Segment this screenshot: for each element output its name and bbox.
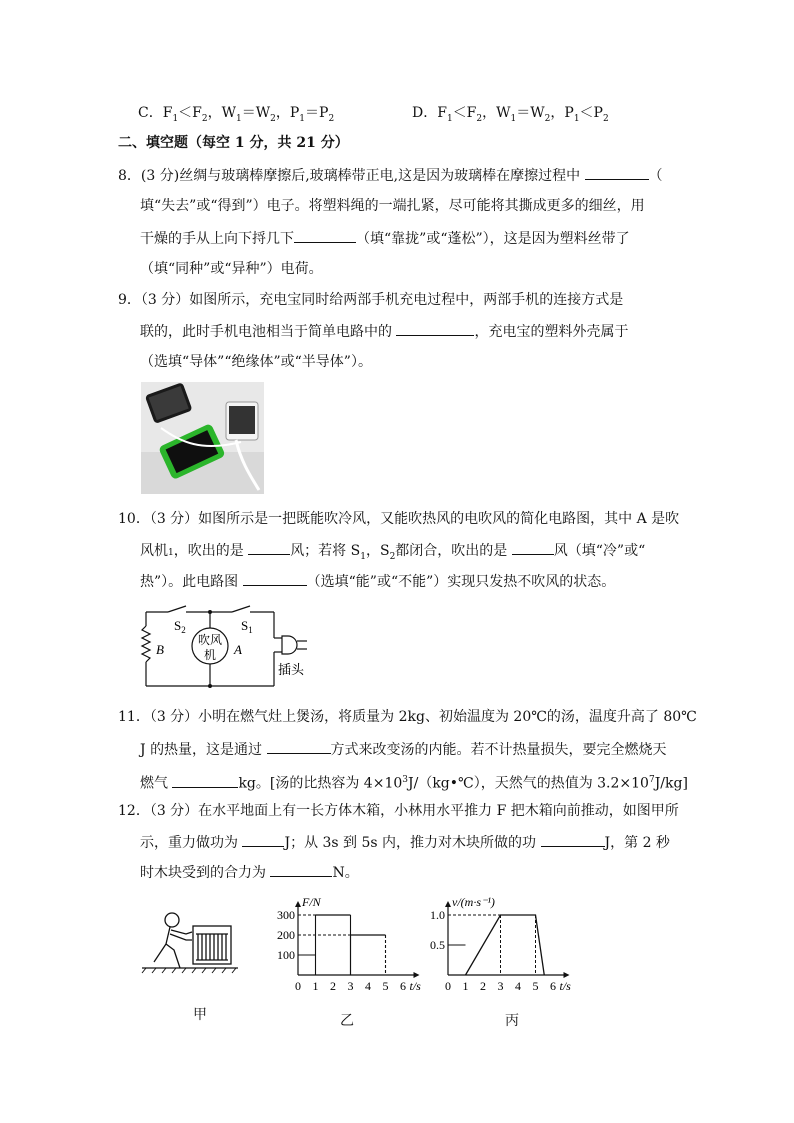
q12-blank-1[interactable] [242,832,284,847]
x-tick-label: 5 [382,979,389,993]
q11-line1: 11．（3 分）小明在燃气灶上煲汤，将质量为 2kg、初始温度为 20℃的汤，温度升高了 80℃ [118,709,697,725]
velocity-line [466,915,545,975]
q12-blank-2[interactable] [541,832,605,847]
y-tick-label: 300 [277,908,295,922]
q11-line3: 燃气 kg。[汤的比热容为 $4\times 10^3J/(kg•℃)$，天然气的热值为 $3.2\times 10^7J/kg$] [140,770,688,794]
x-axis-label: t/s [559,979,571,993]
svg-text:插头: 插头 [278,663,305,678]
q8-blank-1[interactable] [585,165,649,180]
x-tick-label: 1 [312,979,319,993]
svg-text:S1: $S_1$ [241,618,253,635]
option-d: D．$F_1<F_2$，$W_1=W_2$，$P_1<P_2$ [412,105,609,124]
q10-blank-1[interactable] [248,540,290,555]
q10-line1: 10．（3 分）如图所示是一把既能吹冷风，又能吹热风的电吹风的简化电路图，其中 A 是吹 [118,511,680,527]
x-tick-label: 5 [532,979,539,993]
x-tick-label: 4 [515,979,521,993]
option-c: C．$F_1<F_2$，$W_1=W_2$，$P_1=P_2$ [138,105,335,124]
y-tick-label: 200 [277,928,295,942]
y-tick-label: 100 [277,948,295,962]
caption-bing: 丙 [505,1013,519,1029]
q9-line3: （选填“导体”“绝缘体”或“半导体”）。 [140,354,372,370]
x-axis-label: t/s [409,979,421,993]
q8-blank-2[interactable] [294,228,356,243]
svg-text:S2: $S_2$ [174,618,186,635]
q9-blank-1[interactable] [396,321,474,336]
x-tick-label: 1 [462,979,469,993]
velocity-time-chart [418,893,578,1001]
svg-text:B: B [156,642,164,657]
q11-blank-2[interactable] [267,739,331,754]
caption-jia: 甲 [193,1007,207,1023]
y-tick-label: 0.5 [430,938,445,952]
svg-text:A: A [234,642,242,657]
q11-blank-3[interactable] [172,773,238,788]
q10-line3: 热”）。此电路图 （选填“能”或“不能”）实现只发热不吹风的状态。 [140,571,615,592]
x-tick-label: 2 [480,979,486,993]
x-tick-label: 0 [295,979,301,993]
person-pushing-box-figure [140,910,240,976]
y-axis-label: v/(m·s⁻¹) [452,895,495,909]
q12-blank-3[interactable] [270,862,332,877]
q8-line2: 填“失去”或“得到”）电子。将塑料绳的一端扎紧，尽可能将其撕成更多的细丝，用 [140,198,645,214]
q10-blank-2[interactable] [512,540,554,555]
x-tick-label: 3 [497,979,504,993]
q8-line4: （填“同种”或“异种”）电荷。 [140,261,323,277]
q10-line2: 风机1，吹出的是 风；若将 $S_1$，$S_2$都闭合，吹出的是 风（填“冷”或“ [140,540,645,567]
y-axis-arrow [295,901,301,907]
x-tick-label: 6 [550,979,556,993]
q12-line2: 示，重力做功为 J；从 3s 到 5s 内，推力对木块所做的功 J，第 2 秒 [140,832,670,853]
x-tick-label: 0 [445,979,451,993]
q11-line2: J 的热量，这是通过 方式来改变汤的内能。若不计热量损失，要完全燃烧天 [140,739,667,760]
q9-line1: 9．（3 分）如图所示，充电宝同时给两部手机充电过程中，两部手机的连接方式是 [118,292,624,308]
q12-line3: 时木块受到的合力为 N。 [140,862,359,883]
svg-text:机: 机 [203,648,217,662]
x-tick-label: 2 [330,979,336,993]
y-axis-label: F/N [302,895,321,909]
q9-line2: 联的，此时手机电池相当于简单电路中的 ，充电宝的塑料外壳属于 [140,321,628,342]
svg-text:吹风: 吹风 [197,633,223,647]
y-axis-arrow [445,901,451,907]
caption-yi: 乙 [340,1013,354,1029]
q8-line1: 8．(3 分)丝绸与玻璃棒摩擦后,玻璃棒带正电,这是因为玻璃棒在摩擦过程中 （ [118,165,663,186]
x-tick-label: 6 [400,979,406,993]
hair-dryer-circuit [140,604,310,688]
q10-blank-3[interactable] [243,571,307,586]
q8-line3: 干燥的手从上向下捋几下 （填“靠拢”或“蓬松”），这是因为塑料丝带了 [140,228,630,249]
force-time-chart [268,893,428,1001]
x-axis-arrow [564,972,570,978]
x-tick-label: 4 [365,979,371,993]
power-bank-photo [141,382,264,494]
x-tick-label: 3 [347,979,354,993]
section-title: 二、填空题（每空 1 分，共 21 分） [118,135,349,151]
y-tick-label: 1.0 [430,908,445,922]
q12-line1: 12．（3 分）在水平地面上有一长方体木箱，小林用水平推力 F 把木箱向前推动，如图甲所 [118,803,679,819]
